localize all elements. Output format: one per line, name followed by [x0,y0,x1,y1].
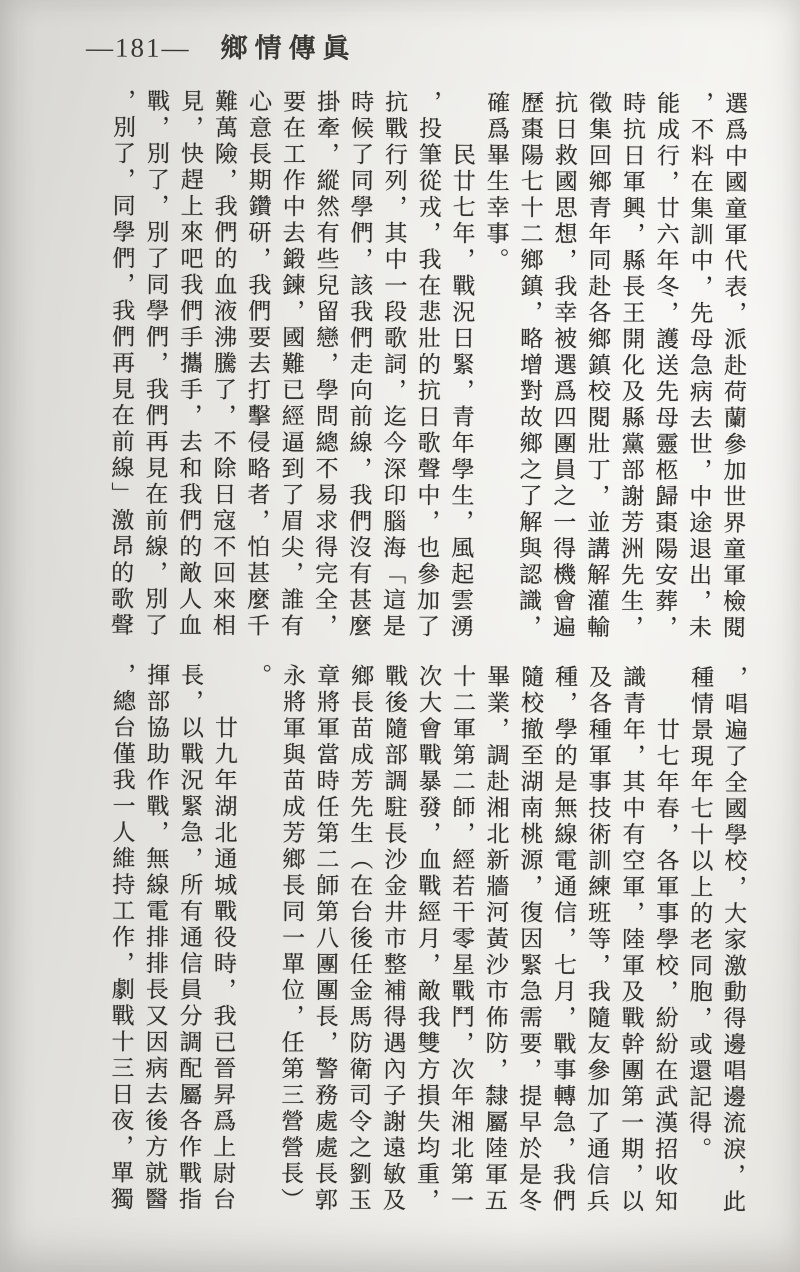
text-column: 種，學的是無線電通信，七月，戰事轉急，我們 [549,664,578,1215]
upper-text-block [103,89,751,650]
text-column: 揮部協助作戰，無線電排排長又因病去後方就醫 [141,662,170,1214]
text-column: ，別了，同學們，我們再見在前線」激昂的歌聲 [107,88,136,639]
text-column: 廿七年春，各軍事學校，紛紛在武漢招收知 [651,664,680,1216]
text-column: 及各種軍事技術訓練班等，我隨友參加了通信兵 [583,664,612,1215]
text-column: 畢業，調赴湘北新牆河黃沙市佈防，隸屬陸軍五 [481,664,510,1215]
text-column: 要在工作中去鍛鍊，國難已經逼到了眉尖，誰有 [277,89,306,640]
text-column: 難萬險，我們的血液沸騰了，不除日寇不回來相 [209,89,238,640]
text-column: ，不料在集訓中，先母急病去世，中途退出，未 [685,91,714,642]
text-column: ，總台僅我一人維持工作，劇戰十三日夜，單獨 [107,662,136,1213]
text-column: ，唱遍了全國學校，大家激動得邊唱邊流淚，此 [719,665,748,1216]
page-header [86,26,357,66]
text-column: 抗日救國思想，我幸被選爲四團員之一得機會遍 [549,90,578,641]
text-column: 識青年，其中有空軍，陸軍及戰幹團第一期，以 [617,664,646,1216]
text-column: 掛牽，縱然有些兒留戀，學問總不易求得完全， [311,89,340,640]
text-column: 抗戰行列，其中一段歌詞，迄今深印腦海「這是 [379,89,408,641]
text-column: 見，快趕上來吧我們手攜手，去和我們的敵人血 [175,88,204,640]
text-column: ，投筆從戎，我在悲壯的抗日歌聲中，也參加了 [413,89,442,641]
text-column: 廿九年湖北通城戰役時，我已晉昇爲上尉台 [209,663,238,1214]
text-column: 次大會戰暴發，血戰經月，敵我雙方損失均重， [413,663,442,1215]
text-column: 戰後隨部調駐長沙金井市整補得遇內子謝遠敏及 [379,663,408,1215]
text-column: 徵集回鄉青年同赴各鄉鎮校閱壯丁，並講解灌輸 [583,90,612,641]
running-title: 鄉情傳眞 [220,32,357,64]
text-column: 時抗日軍興，縣長王開化及縣黨部謝芳洲先生， [617,90,646,642]
text-column: 民廿七年，戰況日緊，青年學生，風起雲湧 [447,90,476,641]
text-column: 歷棗陽七十二鄉鎮，略增對故鄉之了解與認識， [515,90,544,641]
text-column: 章將軍當時任第二師第八團團長，警務處處長郭 [311,663,340,1214]
text-column: 隨校撤至湖南桃源，復因緊急需要，提早於是冬 [515,664,544,1215]
text-column: 選爲中國童軍代表，派赴荷蘭參加世界童軍檢閱 [719,91,748,642]
text-column: 種情景現年七十以上的老同胞，或還記得。 [686,665,714,1164]
text-column: 永將軍與苗成芳鄉長同一單位，任第三營營長） [277,663,306,1214]
text-column: 能成行，廿六年冬，護送先母靈柩歸棗陽安葬， [651,90,680,642]
page-number: —181— [85,32,191,63]
text-column: 時候了同學們，該我們走向前線，我們沒有甚麼 [345,89,374,640]
text-column: 長，以戰況緊急，所有通信員分調配屬各作戰指 [175,662,204,1214]
lower-text-block [103,663,751,1224]
text-column: 。 [246,663,272,690]
text-column: 十二軍第二師，經若干零星戰鬥，次年湘北第一 [447,664,476,1215]
text-column: 鄉長苗成芳先生（在台後任金馬防衛司令之劉玉 [345,663,374,1214]
text-column: 確爲畢生幸事。 [483,90,510,274]
text-column: 心意長期鑽研，我們要去打擊侵略者，怕甚麼千 [243,89,272,640]
text-column: 戰，別了，別了同學們，我們再見在前線，別了 [141,88,170,640]
